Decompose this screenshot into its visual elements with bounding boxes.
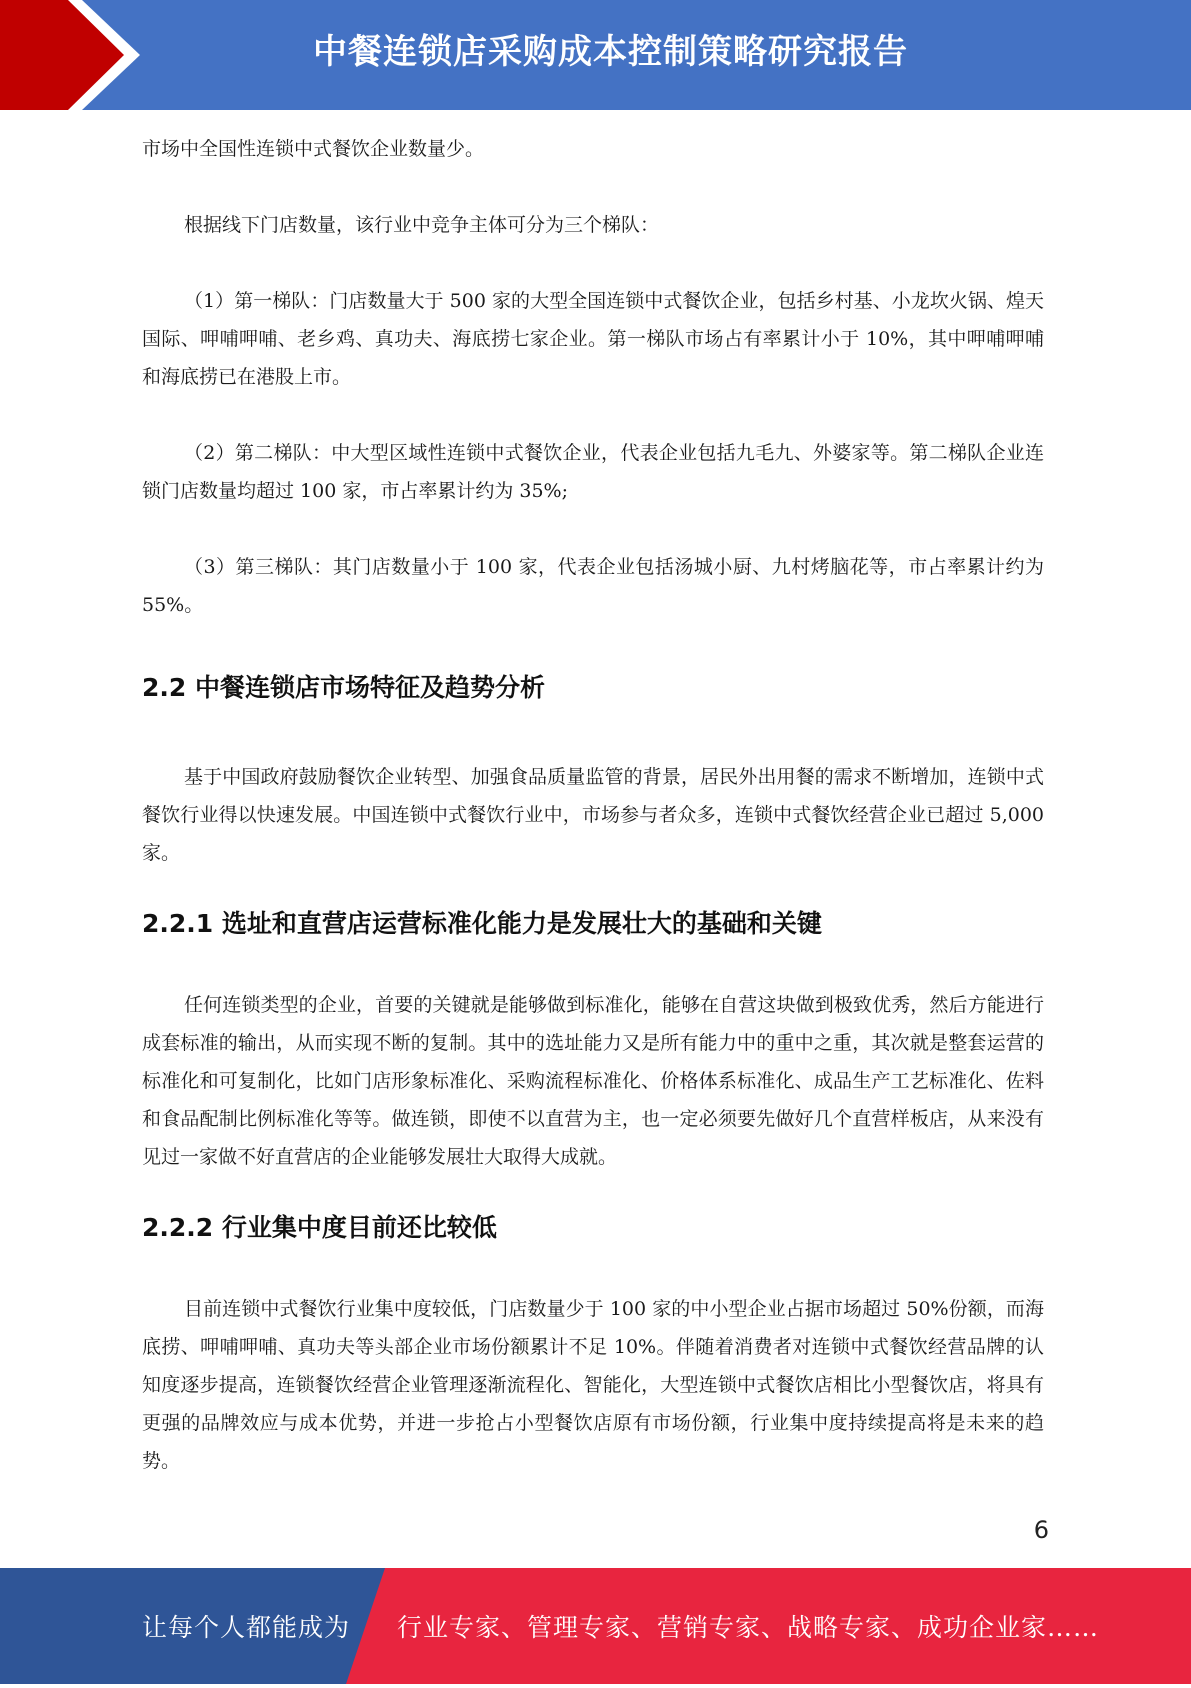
paragraph: 根据线下门店数量，该行业中竞争主体可分为三个梯队： (184, 214, 660, 236)
subsection-heading: 2.2.1 选址和直营店运营标准化能力是发展壮大的基础和关键 (142, 909, 822, 938)
section-heading: 2.2 中餐连锁店市场特征及趋势分析 (142, 673, 545, 702)
paragraph: 基于中国政府鼓励餐饮企业转型、加强食品质量监管的背景，居民外出用餐的需求不断增加，连锁中式餐饮行业得以快速发展。中国连锁中式餐饮行业中，市场参与者众多，连锁中式餐饮经营企业已超过 5,000 家。 (142, 766, 1044, 864)
page-header (0, 0, 1191, 110)
document-title: 中餐连锁店采购成本控制策略研究报告 (313, 32, 908, 72)
footer-slogan-left: 让每个人都能成为 (142, 1613, 351, 1642)
paragraph: （1）第一梯队：门店数量大于 500 家的大型全国连锁中式餐饮企业，包括乡村基、小龙坎火锅、煌天国际、呷哺呷哺、老乡鸡、真功夫、海底捞七家企业。第一梯队市场占有率累计小于 10%，其中呷哺呷哺和海底捞已在港股上市。 (142, 290, 1044, 388)
footer-slogan-right: 行业专家、管理专家、营销专家、战略专家、成功企业家…… (397, 1613, 1100, 1642)
page-footer (0, 1568, 1191, 1684)
page-number: 6 (1033, 1516, 1049, 1544)
paragraph: （2）第二梯队：中大型区域性连锁中式餐饮企业，代表企业包括九毛九、外婆家等。第二梯队企业连锁门店数量均超过 100 家，市占率累计约为 35%; (142, 442, 1044, 502)
paragraph: 目前连锁中式餐饮行业集中度较低，门店数量少于 100 家的中小型企业占据市场超过 50%份额，而海底捞、呷哺呷哺、真功夫等头部企业市场份额累计不足 10%。伴随着消费者对连锁中式餐饮经营品牌的认知度逐步提高，连锁餐饮经营企业管理逐渐流程化、智能化，大型连锁中式餐饮店相比小型餐饮店，将具有更强的品牌效应与成本优势，并进一步抢占小型餐饮店原有市场份额，行业集中度持续提高将是未来的趋势。 (142, 1298, 1044, 1472)
subsection-heading: 2.2.2 行业集中度目前还比较低 (142, 1213, 497, 1242)
paragraph: 任何连锁类型的企业，首要的关键就是能够做到标准化，能够在自营这块做到极致优秀，然后方能进行成套标准的输出，从而实现不断的复制。其中的选址能力又是所有能力中的重中之重，其次就是整套运营的标准化和可复制化，比如门店形象标准化、采购流程标准化、价格体系标准化、成品生产工艺标准化、佐料和食品配制比例标准化等等。做连锁，即使不以直营为主，也一定必须要先做好几个直营样板店，从来没有见过一家做不好直营店的企业能够发展壮大取得大成就。 (142, 994, 1044, 1168)
paragraph: 市场中全国性连锁中式餐饮企业数量少。 (142, 138, 485, 160)
paragraph: （3）第三梯队：其门店数量小于 100 家，代表企业包括汤城小厨、九村烤脑花等，市占率累计约为 55%。 (142, 556, 1044, 616)
document-body (142, 130, 1044, 1480)
